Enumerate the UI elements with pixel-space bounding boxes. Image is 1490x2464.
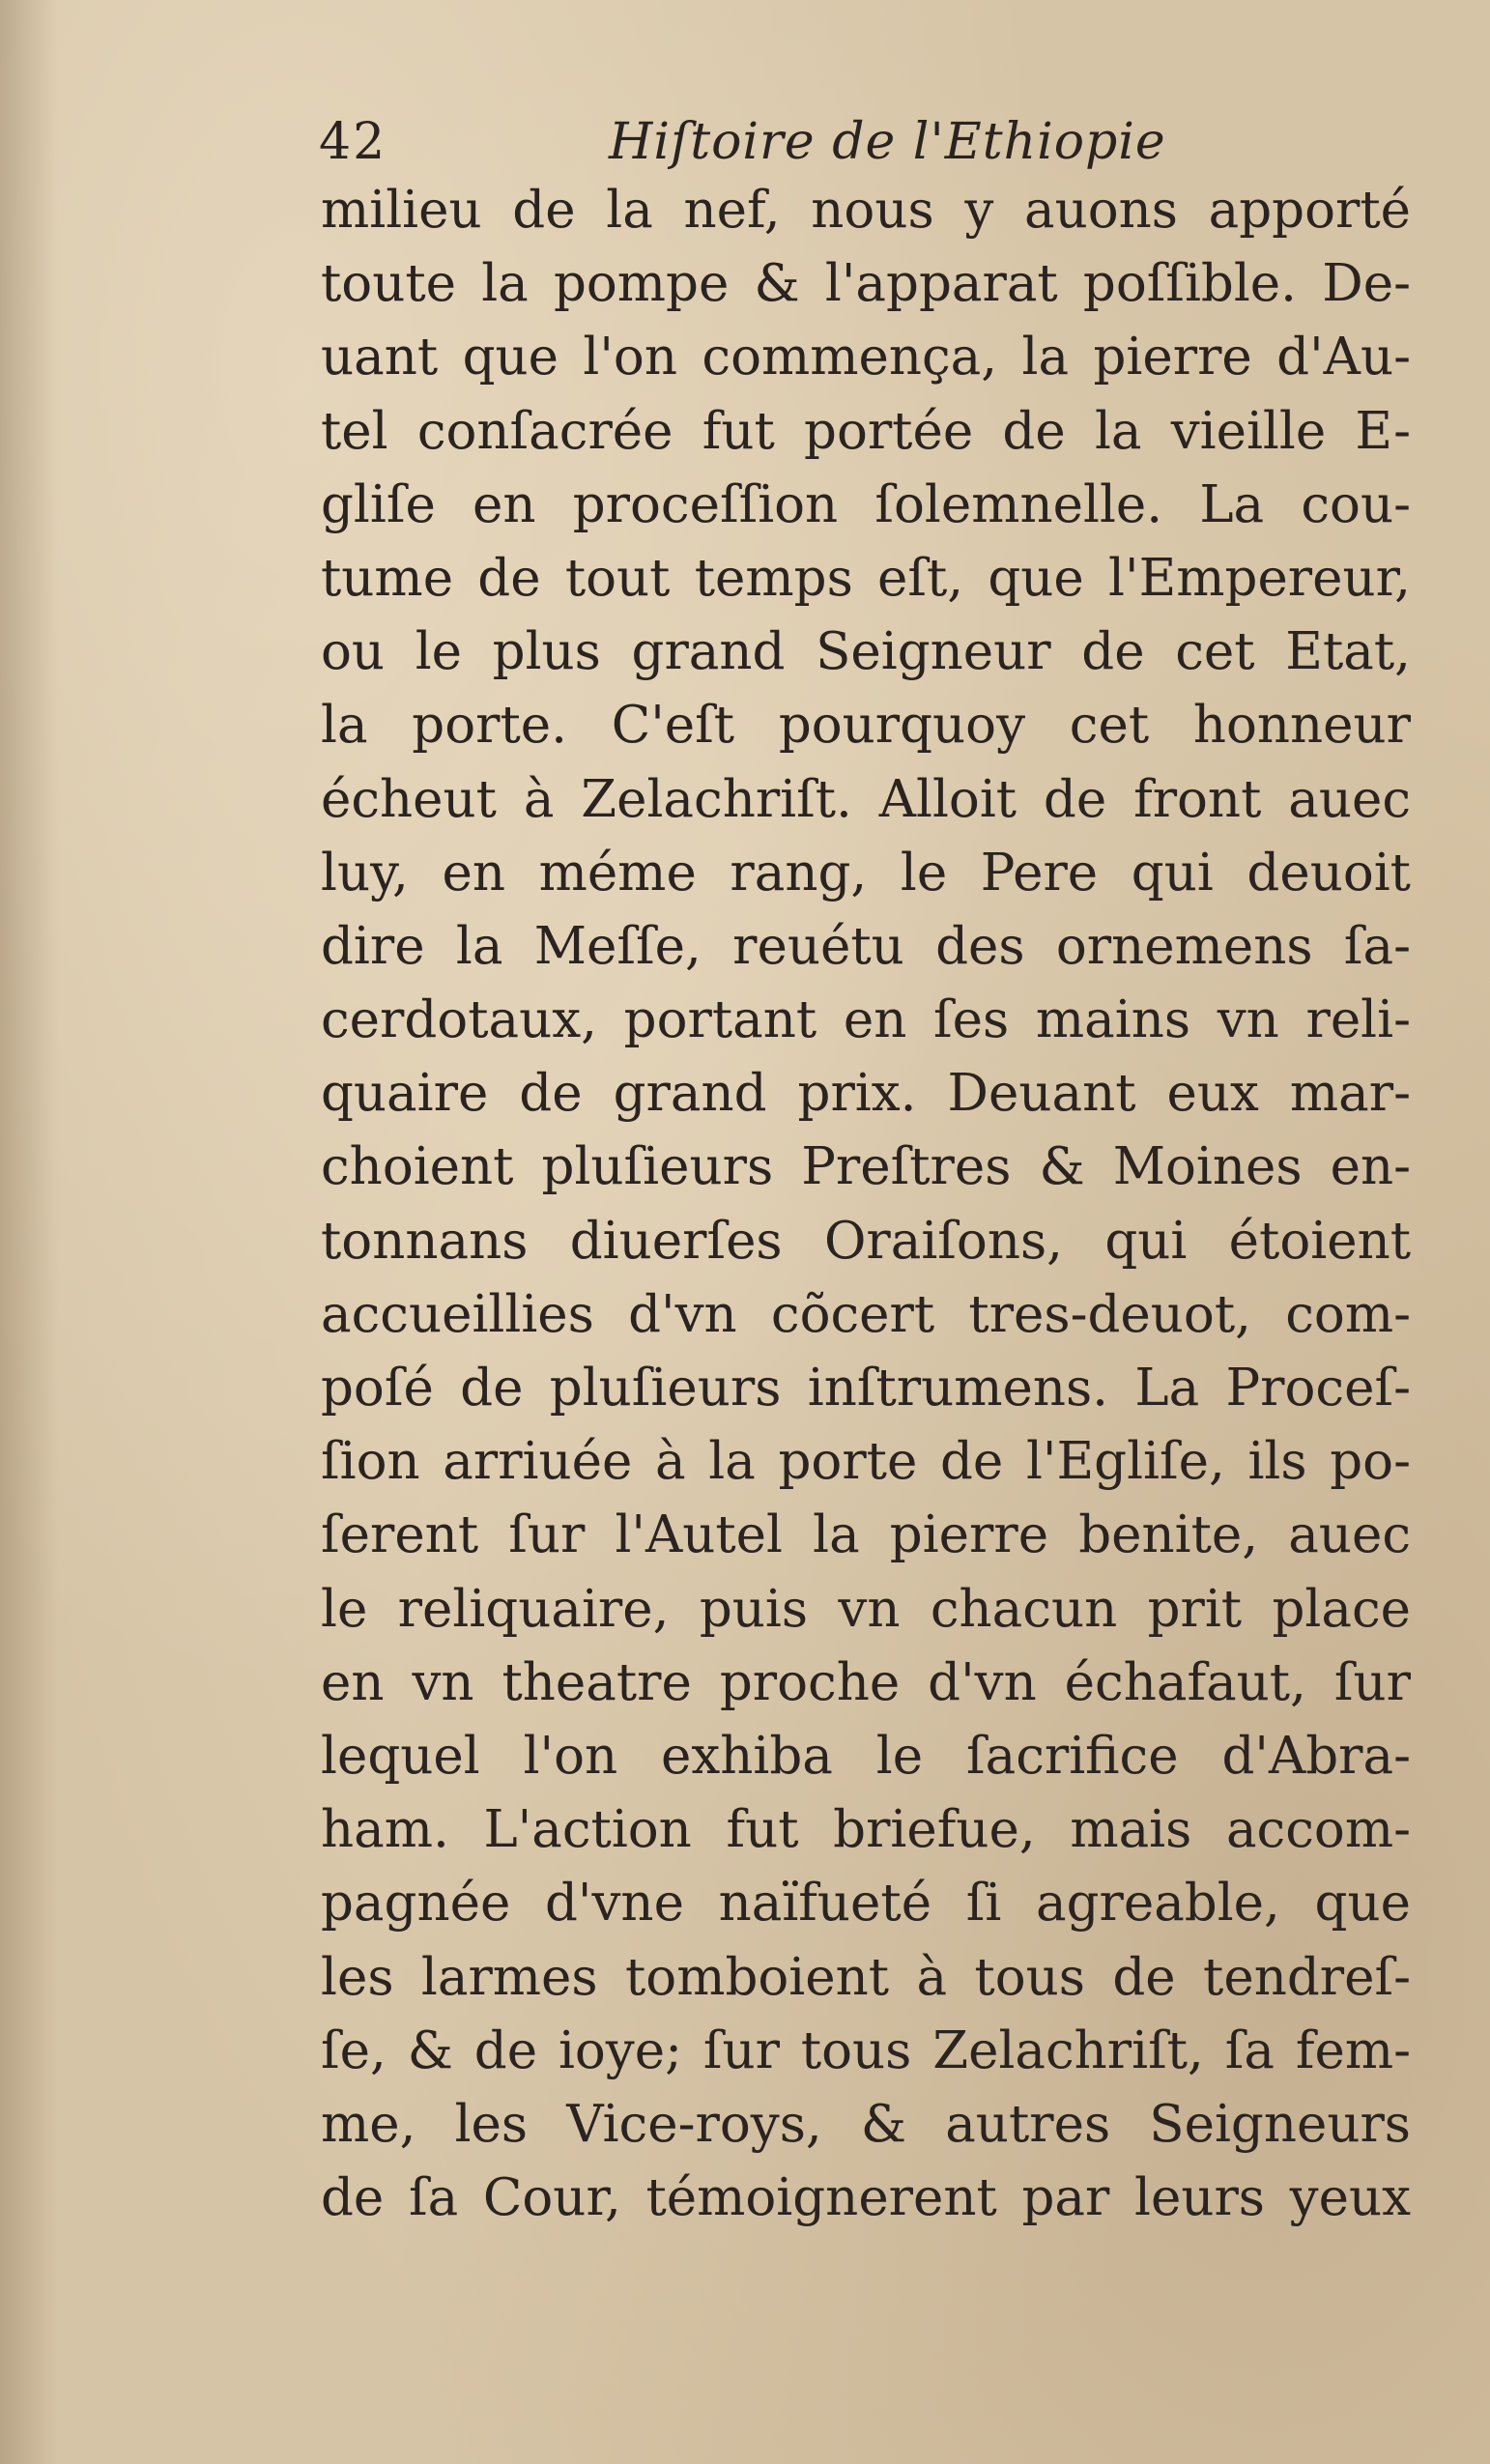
text-line: tel conſacrée fut portée de la vieille E- xyxy=(321,401,1411,461)
text-line: uant que l'on commença, la pierre d'Au- xyxy=(321,328,1411,387)
body-text xyxy=(321,174,1411,2235)
text-line: le reliquaire, puis vn chacun prit place xyxy=(321,1579,1411,1639)
text-line: de ſa Cour, témoignerent par leurs yeux xyxy=(321,2168,1411,2228)
text-line: ſerent ſur l'Autel la pierre benite, auec xyxy=(321,1505,1411,1565)
text-line: toute la pompe & l'apparat poſſible. De- xyxy=(321,254,1411,314)
text-line: tume de tout temps eſt, que l'Empereur, xyxy=(321,548,1411,608)
running-head-title: Hiſtoire de l'Ethiopie xyxy=(609,113,1166,171)
text-line: poſé de pluſieurs inſtrumens. La Proceſ- xyxy=(321,1359,1411,1418)
text-line: écheut à Zelachriſt. Alloit de front auec xyxy=(321,769,1411,829)
text-line: en vn theatre proche d'vn échafaut, ſur xyxy=(321,1652,1411,1712)
page-gutter-shadow xyxy=(0,0,58,2464)
text-line: les larmes tomboient à tous de tendreſ- xyxy=(321,1947,1411,2007)
text-line: cerdotaux, portant en ſes mains vn reli- xyxy=(321,990,1411,1050)
text-line: choient pluſieurs Preſtres & Moines en- xyxy=(321,1137,1411,1197)
text-line: ham. L'action fut briefue, mais accom- xyxy=(321,1800,1411,1860)
text-line: la porte. C'eſt pourquoy cet honneur xyxy=(321,696,1411,756)
text-line: ou le plus grand Seigneur de cet Etat, xyxy=(321,622,1411,682)
text-line: pagnée d'vne naïfueté ſi agreable, que xyxy=(321,1874,1411,1934)
text-line: quaire de grand prix. Deuant eux mar- xyxy=(321,1064,1411,1124)
text-line: ſion arriuée à la porte de l'Egliſe, ils po- xyxy=(321,1432,1411,1492)
text-line: gliſe en proceſſion ſolemnelle. La cou- xyxy=(321,474,1411,534)
text-line: milieu de la nef, nous y auons apporté xyxy=(321,181,1411,240)
text-line: ſe, & de ioye; ſur tous Zelachriſt, ſa fem- xyxy=(321,2020,1411,2080)
text-line: dire la Meſſe, reuétu des ornemens ſa- xyxy=(321,916,1411,976)
page-header xyxy=(319,108,1189,176)
page-number: 42 xyxy=(319,113,387,171)
text-line: accueillies d'vn cõcert tres-deuot, com- xyxy=(321,1284,1411,1344)
text-line: me, les Vice-roys, & autres Seigneurs xyxy=(321,2094,1411,2154)
text-line: lequel l'on exhiba le ſacrifice d'Abra- xyxy=(321,1726,1411,1786)
text-line: tonnans diuerſes Oraiſons, qui étoient xyxy=(321,1211,1411,1271)
text-line: luy, en méme rang, le Pere qui deuoit xyxy=(321,843,1411,903)
